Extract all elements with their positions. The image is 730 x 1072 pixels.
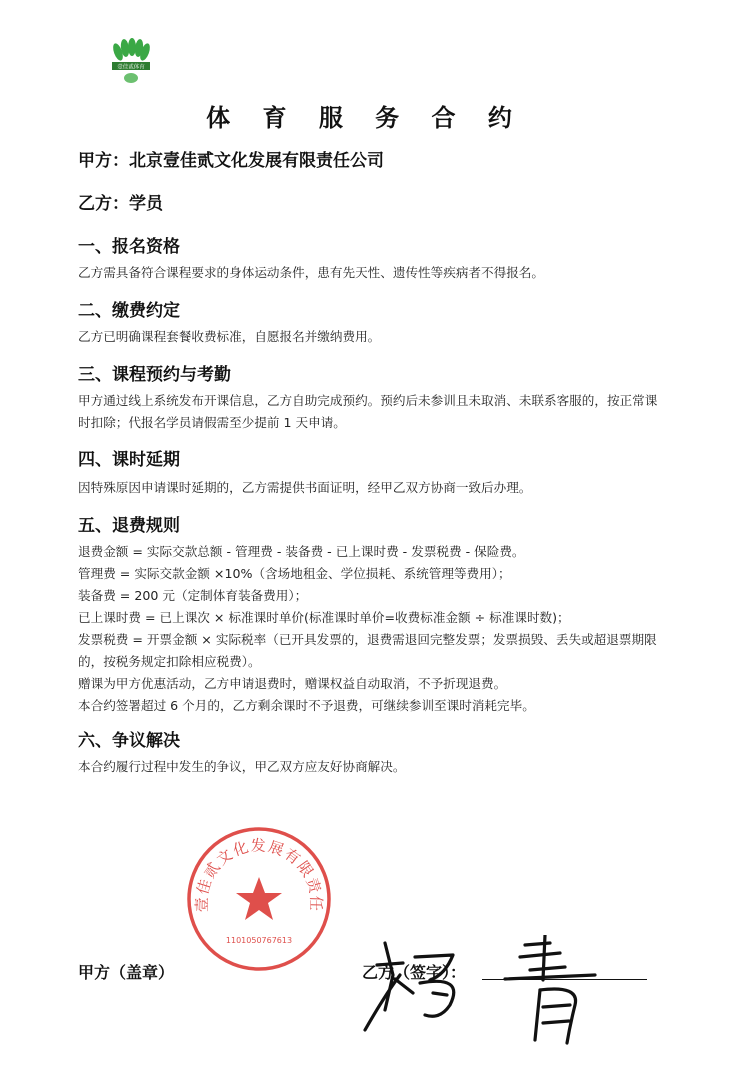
section-heading: 一、报名资格 — [78, 237, 180, 257]
party-b: 乙方：学员 — [78, 194, 163, 214]
party-a: 甲方：北京壹佳贰文化发展有限责任公司 — [78, 151, 384, 171]
section-heading: 六、争议解决 — [78, 731, 180, 751]
section-paragraph: 本合约签署超过 6 个月的，乙方剩余课时不予退费，可继续参训至课时消耗完毕。 — [78, 698, 535, 713]
section-paragraph: 退费金额 = 实际交款总额 - 管理费 - 装备费 - 已上课时费 - 发票税费 - 保险费。 — [78, 544, 525, 559]
party-a-seal-label: 甲方（盖章） — [78, 963, 175, 982]
company-logo — [108, 38, 152, 88]
section-paragraph: 本合约履行过程中发生的争议，甲乙双方应友好协商解决。 — [78, 759, 406, 774]
section-paragraph: 甲方通过线上系统发布开课信息，乙方自助完成预约。预约后未参训且未取消、未联系客服的，按正常课时扣除；代报名学员请假需至少提前 1 天申请。 — [78, 393, 658, 430]
document-title: 体 育 服 务 合 约 — [206, 104, 524, 132]
section-heading: 二、缴费约定 — [78, 301, 180, 321]
section-heading: 三、课程预约与考勤 — [78, 365, 231, 385]
svg-text:壹佳贰体育: 壹佳贰体育 — [117, 64, 145, 71]
company-seal-stamp — [185, 825, 333, 973]
svg-text:1101050767613: 1101050767613 — [225, 936, 293, 945]
handwritten-signature — [355, 935, 615, 1050]
section-paragraph: 发票税费 = 开票金额 × 实际税率（已开具发票的，退费需退回完整发票；发票损毁、丢失或超退票期限的，按税务规定扣除相应税费）。 — [78, 632, 657, 669]
section-paragraph: 管理费 = 实际交款金额 ×10%（含场地租金、学位损耗、系统管理等费用）； — [78, 566, 511, 581]
section-paragraph: 赠课为甲方优惠活动，乙方申请退费时，赠课权益自动取消，不予折现退费。 — [78, 676, 507, 691]
section-paragraph: 装备费 = 200 元（定制体育装备费用）； — [78, 588, 308, 603]
svg-text:北京壹佳贰文化发展有限责任公司: 壹佳贰文化发展有限责任 — [192, 836, 326, 913]
section-paragraph: 乙方已明确课程套餐收费标准，自愿报名并缴纳费用。 — [78, 329, 381, 344]
section-paragraph: 因特殊原因申请课时延期的，乙方需提供书面证明，经甲乙双方协商一致后办理。 — [78, 480, 532, 495]
section-heading: 五、退费规则 — [78, 516, 180, 536]
section-paragraph: 乙方需具备符合课程要求的身体运动条件，患有先天性、遗传性等疾病者不得报名。 — [78, 265, 544, 280]
section-heading: 四、课时延期 — [78, 450, 180, 470]
party-b-sign-label: 乙方（签字）： — [362, 963, 467, 982]
section-paragraph: 已上课时费 = 已上课次 × 标准课时单价(标准课时单价=收费标准金额 ÷ 标准课时数)； — [78, 610, 570, 625]
